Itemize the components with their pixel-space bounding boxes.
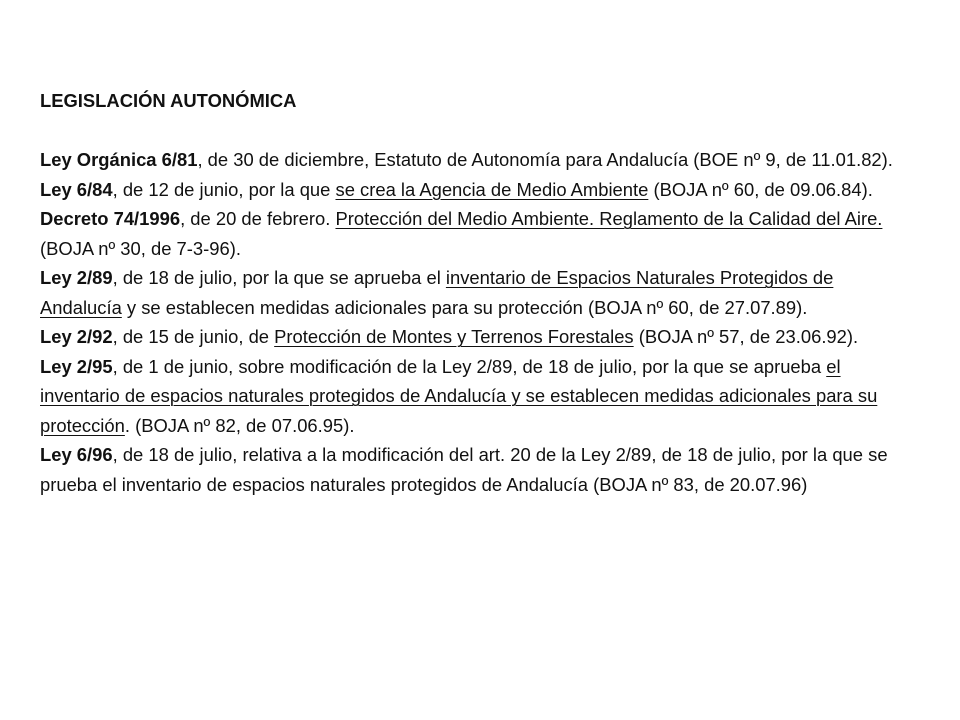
entry-title: Decreto 74/1996 bbox=[40, 208, 181, 229]
entry-title: Ley Orgánica 6/81 bbox=[40, 149, 198, 170]
legislation-entry-decreto-74-1996 bbox=[40, 204, 900, 263]
entry-text: , de 30 de diciembre, Estatuto de Autonomía para Andalucía (BOE nº 9, de 11.01.82). bbox=[197, 149, 893, 170]
entry-text-after: . (BOJA nº 82, de 07.06.95). bbox=[124, 414, 355, 436]
slide-content bbox=[40, 86, 900, 499]
entry-text: , de 1 de junio, sobre modificación de la Ley 2/89, de 18 de julio, por la que se aprueba bbox=[112, 355, 827, 377]
entry-link[interactable]: Protección del Medio Ambiente. Reglamento de la Calidad del Aire. bbox=[335, 208, 883, 229]
entry-text: , de 12 de junio, por la que bbox=[112, 178, 336, 200]
section-heading: LEGISLACIÓN AUTONÓMICA bbox=[40, 90, 297, 111]
entry-link[interactable]: inventario de Espacios Naturales Protegidos de Andalucía bbox=[40, 267, 834, 318]
entry-text: , de 18 de julio, relativa a la modificación del art. 20 de la Ley 2/89, de 18 de julio, por la que se prueba el inventario de espacios naturales protegidos de Andalucía (BOJA nº 83, de 20.07.96) bbox=[40, 444, 888, 495]
entry-text-after: (BOJA nº 57, de 23.06.92). bbox=[633, 326, 859, 347]
entry-link[interactable]: se crea la Agencia de Medio Ambiente bbox=[335, 178, 649, 200]
entry-link[interactable]: el inventario de espacios naturales protegidos de Andalucía y se establecen medidas adicionales para su protección bbox=[40, 355, 878, 436]
entry-text: , de 18 de julio, por la que se aprueba el bbox=[112, 267, 446, 288]
entry-link[interactable]: Protección de Montes y Terrenos Forestales bbox=[274, 326, 634, 347]
entry-title: Ley 2/92 bbox=[40, 326, 113, 347]
legislation-entry-ley-2-89 bbox=[40, 263, 900, 322]
legislation-entry-ley-2-95 bbox=[40, 352, 900, 441]
entry-text-after: (BOJA nº 60, de 09.06.84). bbox=[648, 178, 873, 200]
entry-text-after: (BOJA nº 30, de 7-3-96). bbox=[40, 237, 241, 259]
entry-title: Ley 6/84 bbox=[40, 178, 113, 200]
entry-text: , de 20 de febrero. bbox=[180, 208, 336, 229]
legislation-entry-ley-organica-6-81 bbox=[40, 145, 900, 175]
entry-text-after: y se establecen medidas adicionales para su protección (BOJA nº 60, de 27.07.89). bbox=[121, 296, 808, 318]
entry-title: Ley 2/89 bbox=[40, 267, 113, 288]
legislation-entry-ley-2-92 bbox=[40, 322, 900, 352]
legislation-entry-ley-6-96 bbox=[40, 440, 900, 499]
entry-title: Ley 6/96 bbox=[40, 444, 113, 465]
entry-text: , de 15 de junio, de bbox=[112, 326, 275, 347]
entry-title: Ley 2/95 bbox=[40, 355, 113, 377]
legislation-entry-ley-6-84 bbox=[40, 175, 900, 205]
